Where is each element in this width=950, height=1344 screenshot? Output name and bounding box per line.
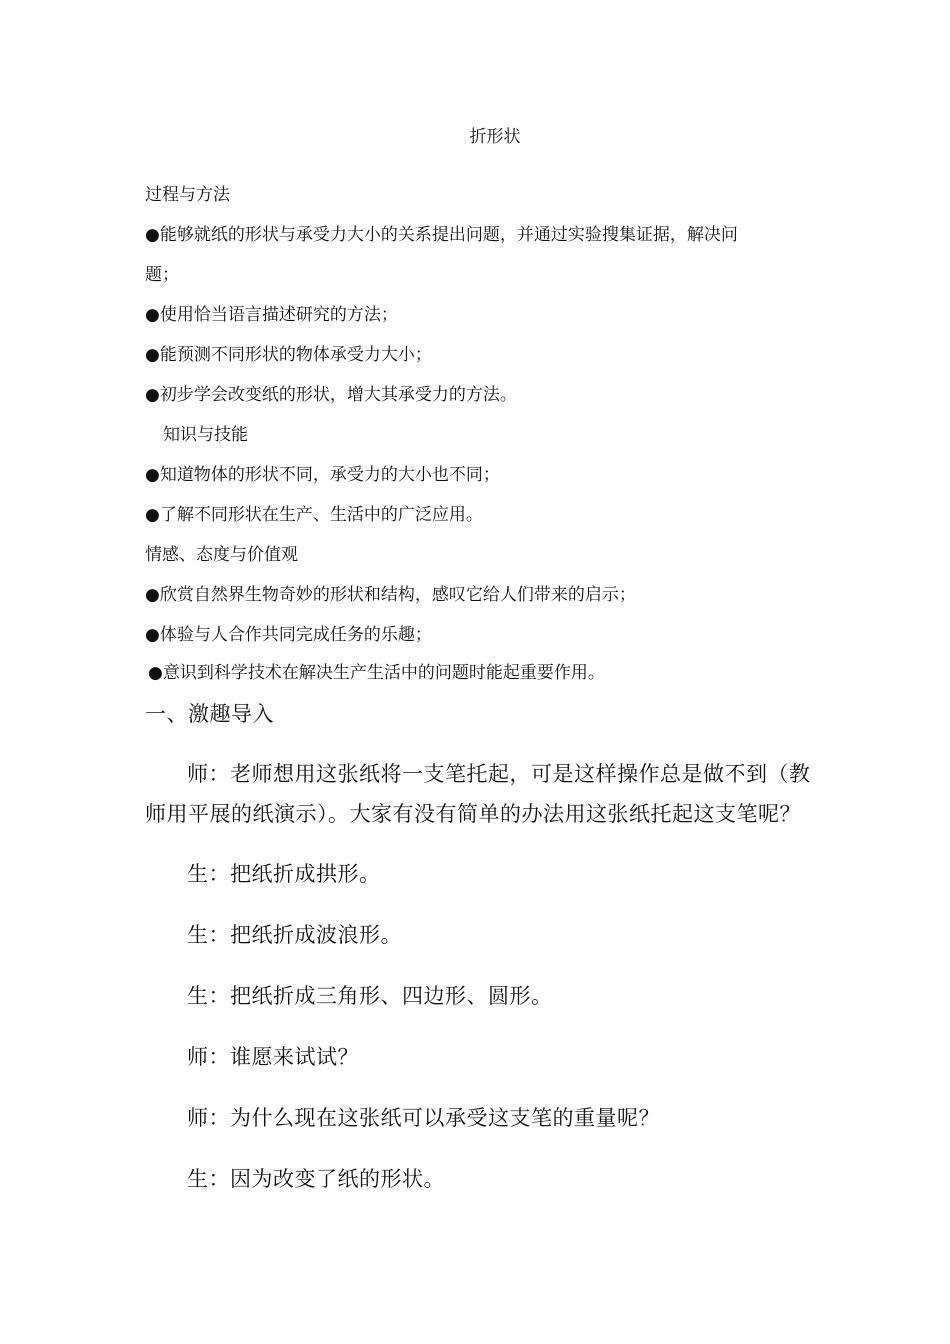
dialogue-line: 生：因为改变了纸的形状。 xyxy=(187,1167,445,1191)
process-item: ●能够就纸的形状与承受力大小的关系提出问题，并通过实验搜集证据，解决问 xyxy=(145,225,738,245)
process-item: 题； xyxy=(145,265,179,285)
process-item: ●初步学会改变纸的形状，增大其承受力的方法。 xyxy=(145,385,517,405)
dialogue-line: 生：把纸折成三角形、四边形、圆形。 xyxy=(187,984,553,1008)
page-title: 折形状 xyxy=(469,127,521,147)
attitude-item: ●体验与人合作共同完成任务的乐趣； xyxy=(145,625,432,645)
knowledge-item: ●了解不同形状在生产、生活中的广泛应用。 xyxy=(145,505,483,525)
teacher-paragraph-line: 师：老师想用这张纸将一支笔托起，可是这样操作总是做不到（教 xyxy=(187,762,811,786)
dialogue-line: 师：为什么现在这张纸可以承受这支笔的重量呢？ xyxy=(187,1106,660,1130)
section-heading: 一、激趣导入 xyxy=(145,702,274,726)
process-heading: 过程与方法 xyxy=(145,185,230,205)
teacher-paragraph-line: 师用平展的纸演示）。大家有没有简单的办法用这张纸托起这支笔呢？ xyxy=(145,802,801,826)
process-item: ●能预测不同形状的物体承受力大小； xyxy=(145,345,432,365)
attitude-heading: 情感、态度与价值观 xyxy=(145,545,298,565)
dialogue-line: 生：把纸折成拱形。 xyxy=(187,862,381,886)
attitude-item: ●意识到科学技术在解决生产生活中的问题时能起重要作用。 xyxy=(148,663,605,683)
dialogue-line: 生：把纸折成波浪形。 xyxy=(187,923,402,947)
process-item: ●使用恰当语言描述研究的方法； xyxy=(145,305,398,325)
knowledge-item: ●知道物体的形状不同，承受力的大小也不同； xyxy=(145,465,500,485)
attitude-item: ●欣赏自然界生物奇妙的形状和结构，感叹它给人们带来的启示； xyxy=(145,585,636,605)
dialogue-line: 师：谁愿来试试？ xyxy=(187,1045,359,1069)
knowledge-heading: 知识与技能 xyxy=(163,425,248,445)
